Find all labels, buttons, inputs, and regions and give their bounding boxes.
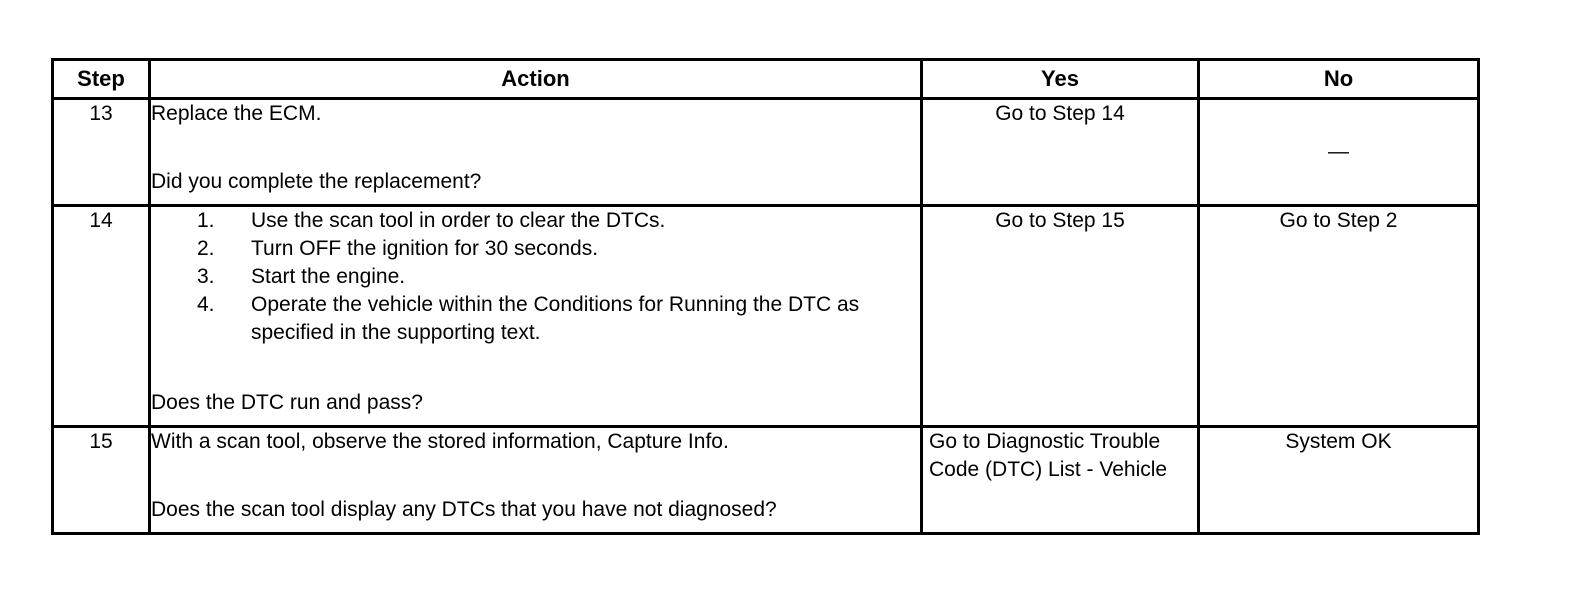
list-item <box>151 291 920 347</box>
list-item-text: Operate the vehicle within the Conditions for Running the DTC as specified in the supporting text. <box>251 293 860 344</box>
no-cell: System OK <box>1199 427 1479 534</box>
list-item <box>151 235 920 263</box>
list-item-text: Turn OFF the ignition for 30 seconds. <box>251 237 599 260</box>
action-text: Replace the ECM. <box>151 102 322 125</box>
action-question: Did you complete the replacement? <box>151 170 482 193</box>
diagnostic-table <box>51 58 1480 535</box>
header-yes: Yes <box>922 60 1199 99</box>
yes-cell: Go to Step 15 <box>922 206 1199 427</box>
table-row <box>53 427 1479 534</box>
header-action: Action <box>150 60 922 99</box>
list-item-number: 2. <box>197 237 215 260</box>
list-item <box>151 263 920 291</box>
header-no: No <box>1199 60 1479 99</box>
list-item-number: 3. <box>197 265 215 288</box>
list-item-text: Use the scan tool in order to clear the DTCs. <box>251 209 666 232</box>
table-row <box>53 206 1479 427</box>
no-cell: — <box>1199 99 1479 206</box>
header-step: Step <box>53 60 150 99</box>
action-cell <box>150 206 922 427</box>
no-cell: Go to Step 2 <box>1199 206 1479 427</box>
yes-cell: Go to Diagnostic Trouble Code (DTC) List - Vehicle <box>922 427 1199 534</box>
list-item-text: Start the engine. <box>251 265 406 288</box>
list-item <box>151 207 920 235</box>
action-question: Does the scan tool display any DTCs that you have not diagnosed? <box>151 498 777 521</box>
table-row <box>53 99 1479 206</box>
step-number: 15 <box>53 427 150 534</box>
step-number: 13 <box>53 99 150 206</box>
action-question: Does the DTC run and pass? <box>151 391 423 414</box>
list-item-number: 4. <box>197 293 215 316</box>
action-steps-list <box>151 207 920 347</box>
action-cell <box>150 99 922 206</box>
step-number: 14 <box>53 206 150 427</box>
list-item-number: 1. <box>197 209 215 232</box>
action-cell <box>150 427 922 534</box>
yes-cell: Go to Step 14 <box>922 99 1199 206</box>
action-text: With a scan tool, observe the stored information, Capture Info. <box>151 430 729 453</box>
header-row <box>53 60 1479 99</box>
